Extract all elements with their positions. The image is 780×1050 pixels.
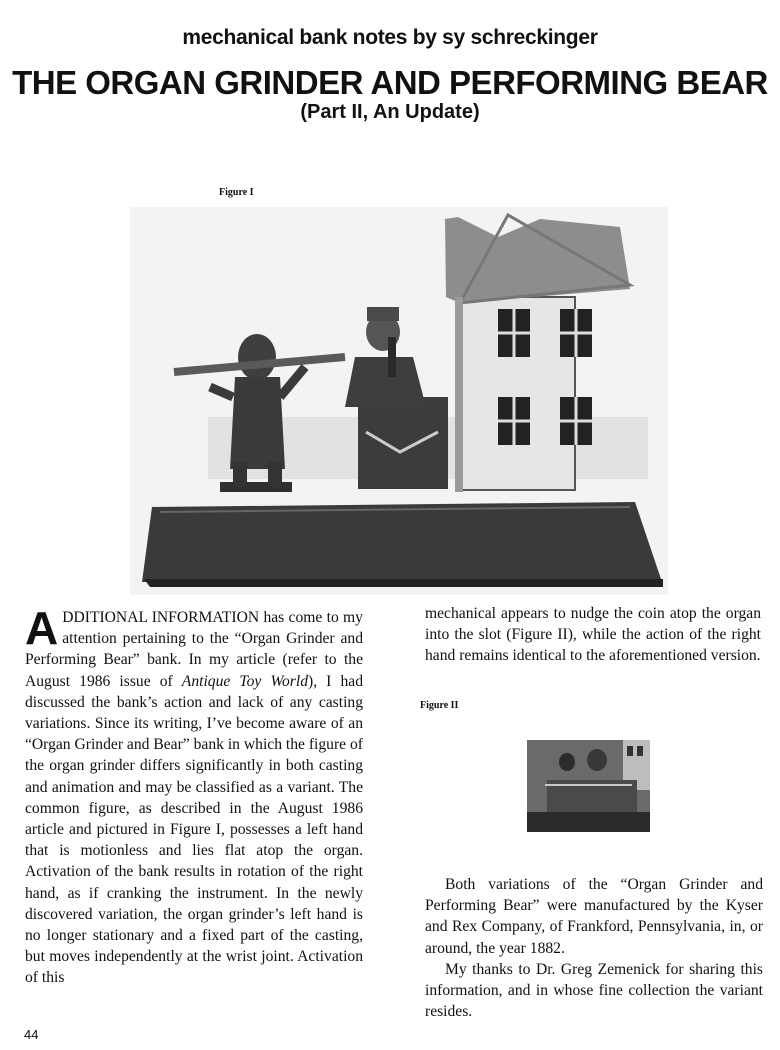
article-title: THE ORGAN GRINDER AND PERFORMING BEAR [12,64,768,101]
figure-1-photo [130,207,668,595]
article-column-right-bottom [425,874,763,1022]
article-column-left [25,602,363,989]
drop-cap: A [25,602,59,654]
paragraph-1-continued: mechanical appears to nudge the coin atop the organ into the slot (Figure II), while the action of the right hand remains identical to the aforementioned version. [425,605,761,665]
column-kicker: mechanical bank notes by sy schreckinger [182,26,598,49]
figure-2-photo [527,740,650,832]
figure-1-caption: Figure I [219,187,254,198]
paragraph-2: Both variations of the “Organ Grinder and Performing Bear” were manufactured by the Kyser and Rex Company, of Frankford, Pennsylvania, in, or around, the year 1882. [425,876,763,957]
organ-grinder-variant-illustration [527,740,650,832]
organ-grinder-bank-illustration [130,207,668,595]
page-number: 44 [24,1027,39,1042]
paragraph-1-part-b: ), I had discussed the bank’s action and lack of any casting variations. Since its writing, I’ve become aware of an “Organ Grinder and Bear” bank in which the figure of the organ grinder differs significantly in both casting and animation and may be classified as a variant. The common figure, as described in the August 1986 article and pictured in Figure I, possesses a left hand that is motionless and lies flat atop the organ. Activation of the bank results in rotation of the right hand, as if cranking the instrument. In the newly discovered variation, the organ grinder’s left hand is no longer stationary and a fixed part of the casting, but moves independently at the wrist joint. Activation of this [25,672,363,987]
figure-2-caption: Figure II [420,700,459,711]
paragraph-3: My thanks to Dr. Greg Zemenick for sharing this information, and in whose fine collection the variant resides. [425,960,763,1021]
lead-in-smallcaps: DDITIONAL INFORMATION [62,609,260,626]
article-subtitle: (Part II, An Update) [300,101,480,123]
article-column-right-top [425,603,761,667]
paragraph-1-part-a: has come to my attention pertaining to the “Organ Grinder and Performing Bear” bank. In my article (refer to the August 1986 issue of [25,609,363,690]
magazine-title: Antique Toy World [181,672,308,690]
